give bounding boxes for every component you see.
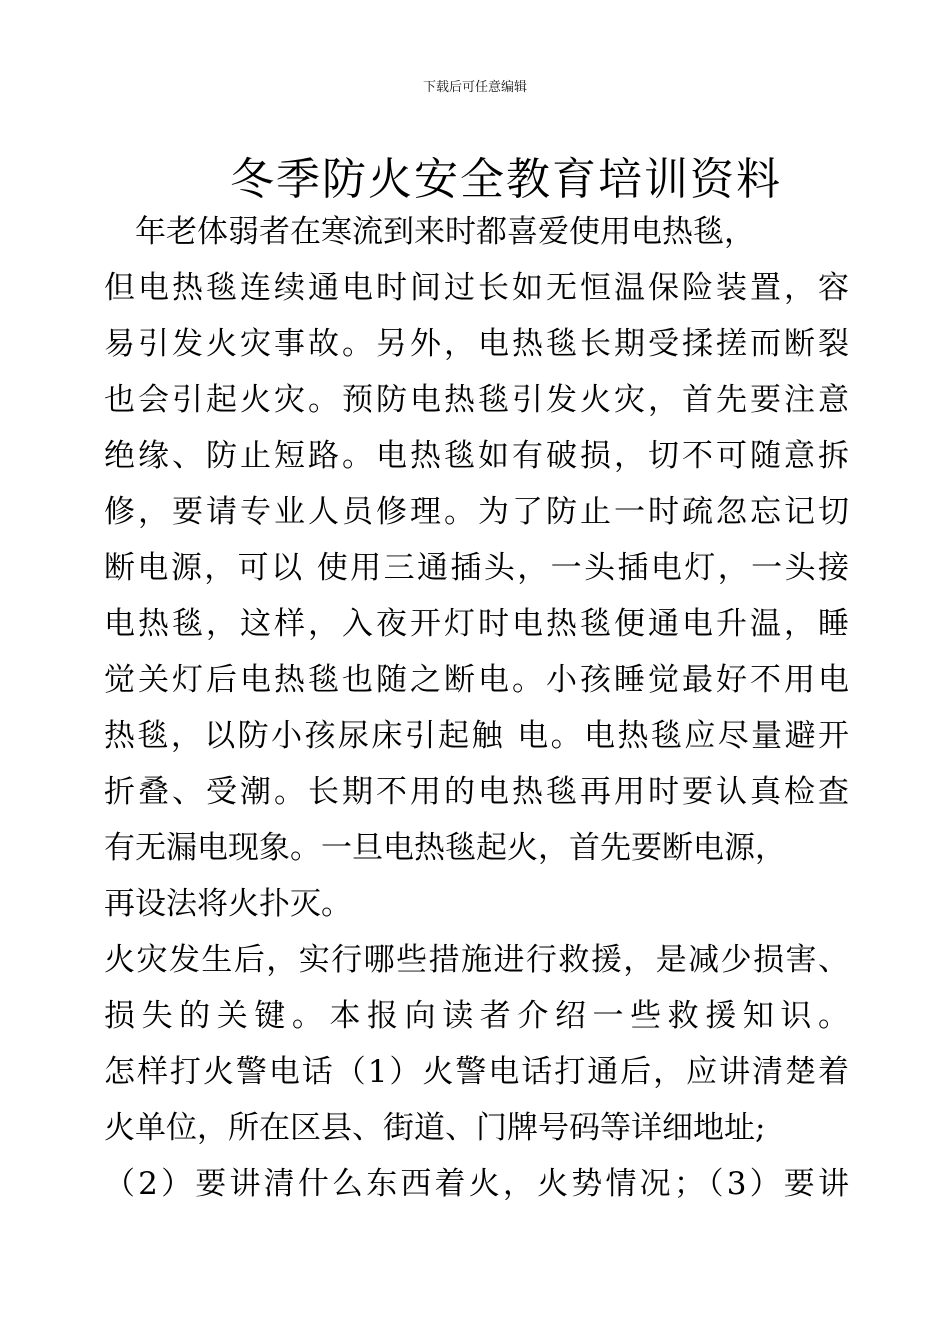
text-line: 断电源，可以 使用三通插头，一头插电灯，一头接 [104,550,849,586]
text-line: 但电热毯连续通电时间过长如无恒温保险装置，容 [104,270,849,306]
document-body [104,204,849,1212]
text-line: 也会引起火灾。预防电热毯引发火灾，首先要注意 [104,382,849,418]
text-line: 修，要请专业人员修理。为了防止一时疏忽忘记切 [104,494,849,530]
text-line: 觉关灯后电热毯也随之断电。小孩睡觉最好不用电 [104,662,849,698]
text-line: 热毯，以防小孩尿床引起触 电。电热毯应尽量避开 [104,718,849,754]
text-line: 有无漏电现象。一旦电热毯起火，首先要断电源， [104,830,786,866]
text-line: 火灾发生后，实行哪些措施进行救援，是减少损害、 [104,942,849,978]
text-line: 怎样打火警电话（1）火警电话打通后，应讲清楚着 [104,1054,849,1090]
text-line: 折叠、受潮。长期不用的电热毯再用时要认真检查 [104,774,849,810]
text-line: 火单位，所在区县、街道、门牌号码等详细地址; [104,1110,766,1146]
text-line: 电热毯，这样，入夜开灯时电热毯便通电升温，睡 [104,606,849,642]
text-line: 再设法将火扑灭。 [104,886,352,922]
text-line: 易引发火灾事故。另外，电热毯长期受揉搓而断裂 [104,326,849,362]
page-header-note: 下载后可任意编辑 [422,80,527,95]
text-line: 年老体弱者在寒流到来时都喜爱使用电热毯， [104,214,755,250]
document-title: 冬季防火安全教育培训资料 [230,154,782,205]
text-line: 损失的关键。本报向读者介绍一些救援知识。 [104,998,849,1034]
text-line: （2）要讲清什么东西着火，火势情况；（3）要讲 [104,1166,849,1202]
text-line: 绝缘、防止短路。电热毯如有破损，切不可随意拆 [104,438,849,474]
